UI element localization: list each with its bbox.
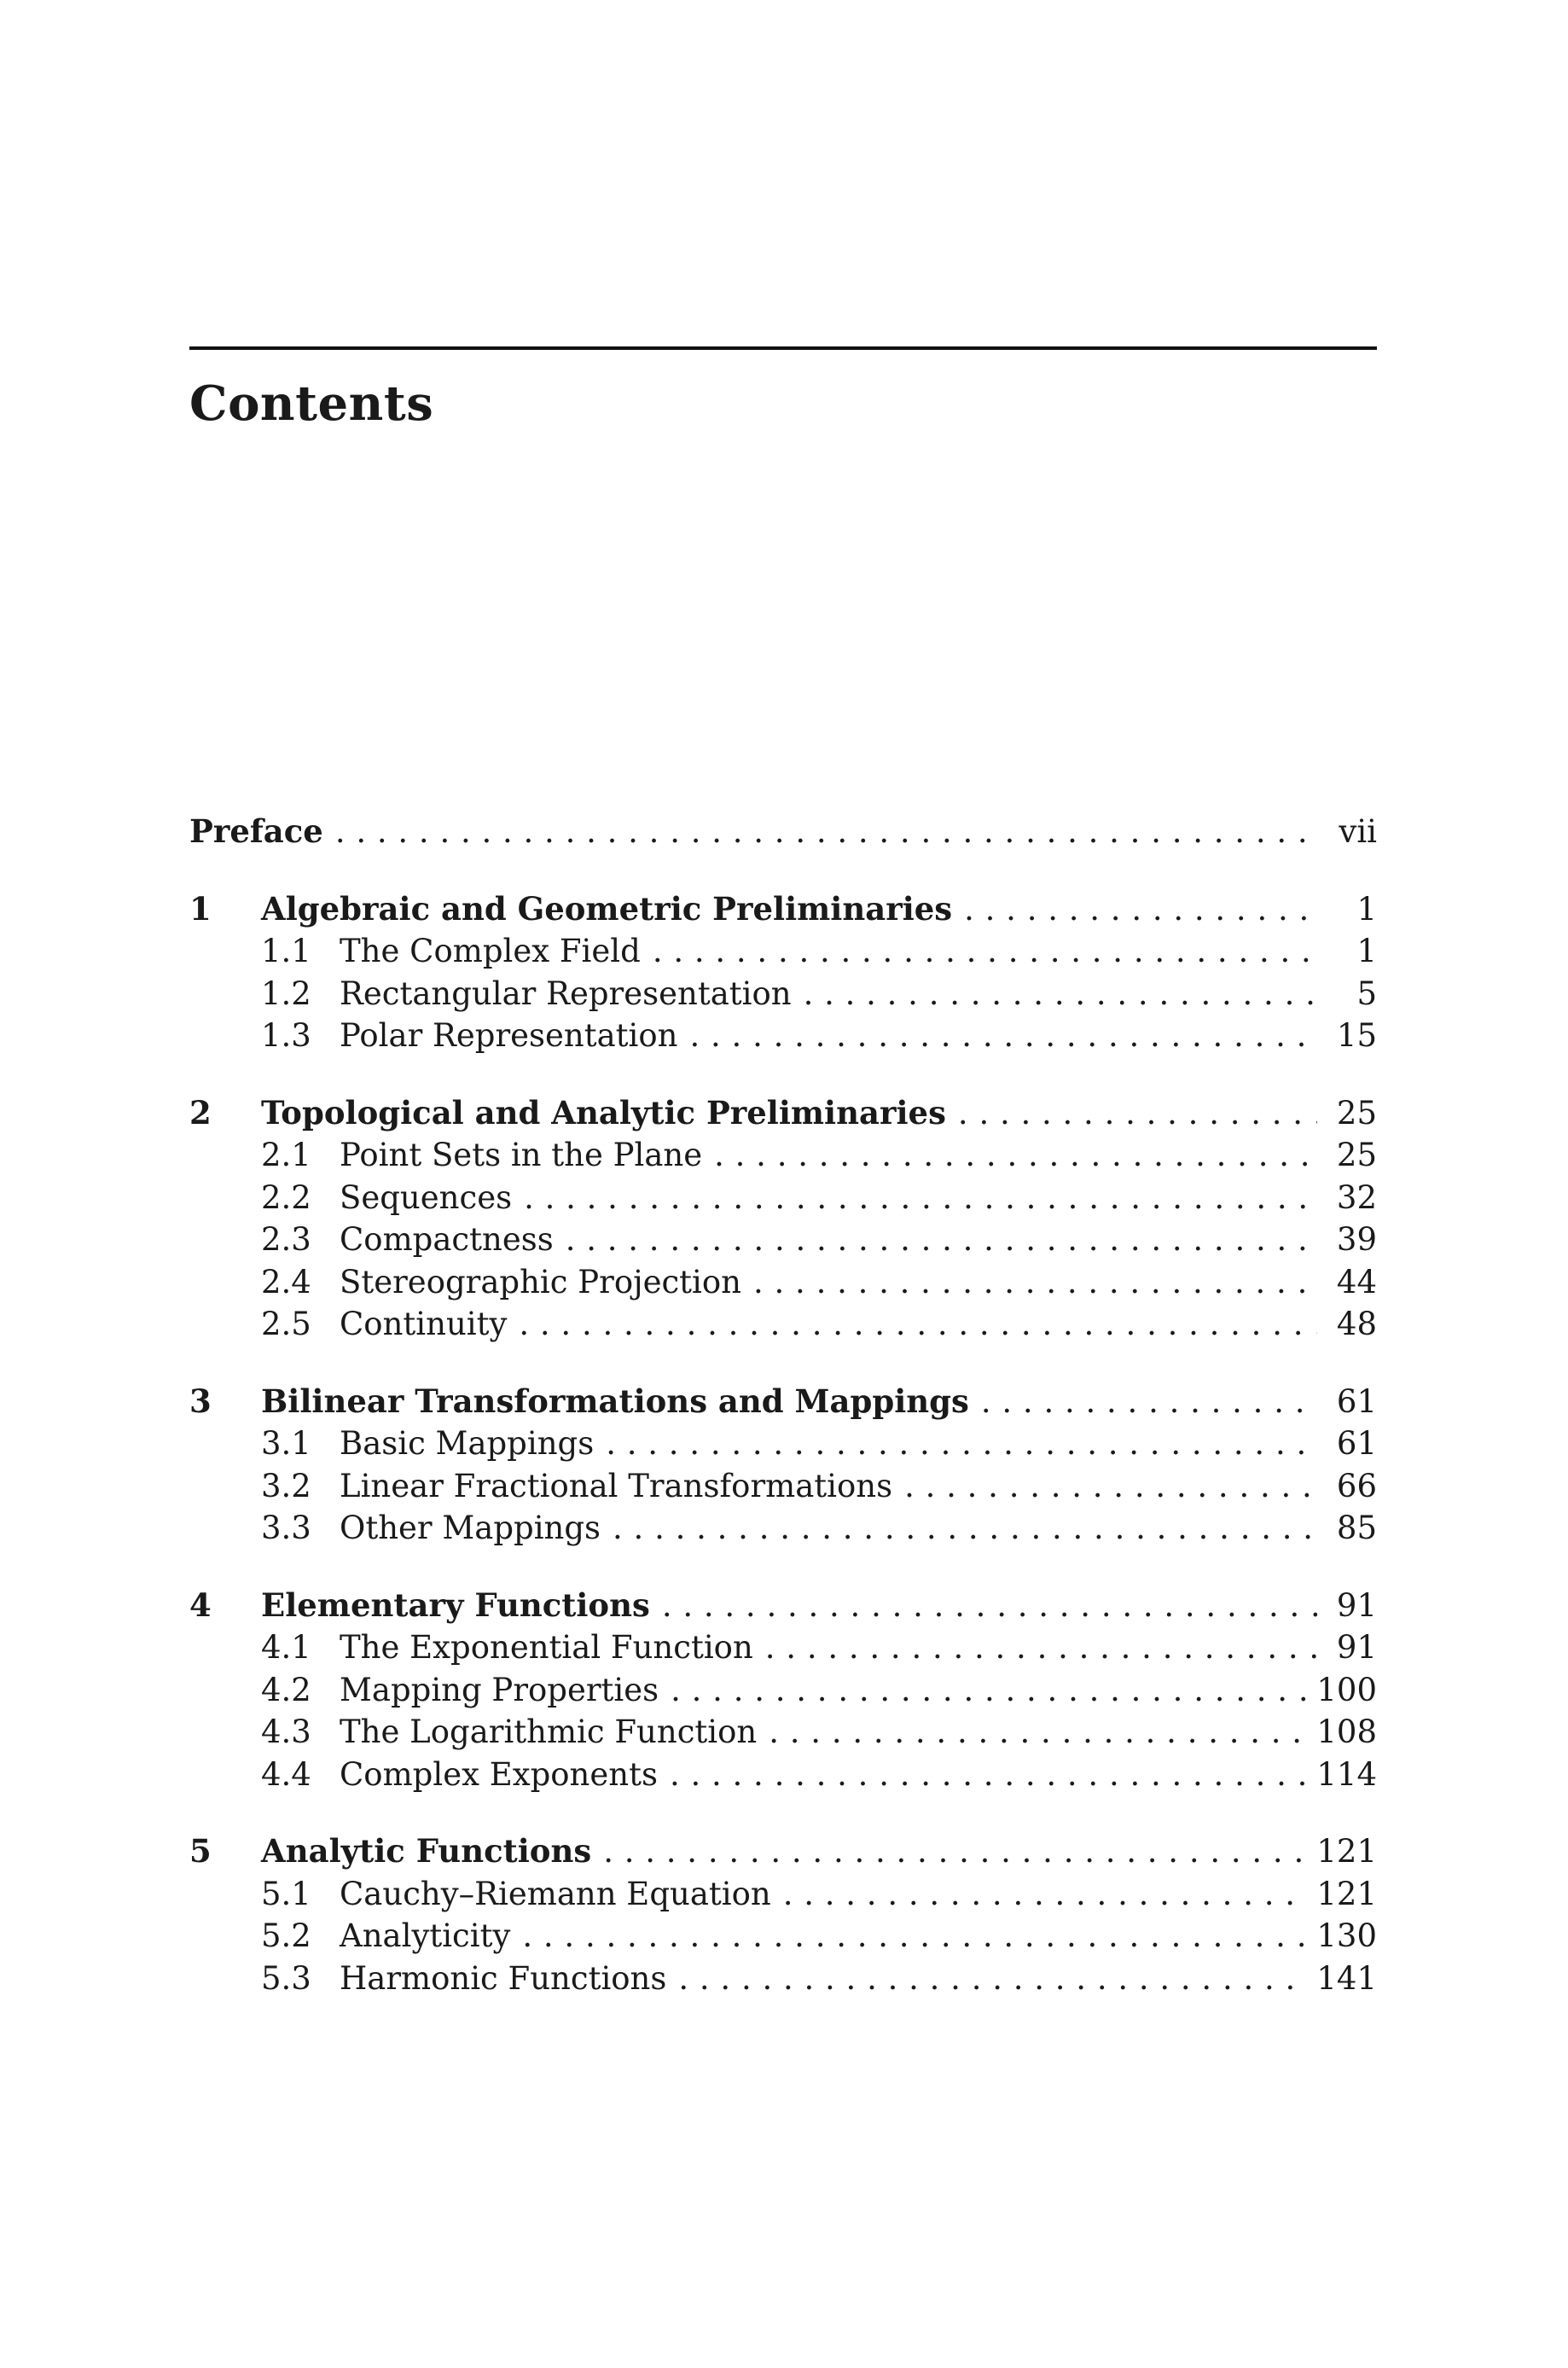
toc-chapter-row[interactable]: [189, 888, 1377, 931]
dot-leader: [769, 1711, 1308, 1754]
toc-section-row[interactable]: [189, 1626, 1377, 1669]
section-title: Sequences: [340, 1178, 513, 1216]
section-number: 2.3: [261, 1221, 311, 1258]
chapter-gap: [189, 1057, 1377, 1092]
chapter-number: 5: [189, 1832, 212, 1870]
dot-leader: [613, 1507, 1317, 1550]
dot-leader: [566, 1219, 1317, 1261]
section-title: Stereographic Projection: [340, 1263, 741, 1300]
toc-section-row[interactable]: [189, 1915, 1377, 1958]
dot-leader: [678, 1958, 1308, 2000]
section-title: Mapping Properties: [340, 1671, 659, 1708]
section-number: 2.1: [261, 1137, 311, 1173]
section-page: 1: [1356, 933, 1377, 969]
toc-section-row[interactable]: [189, 1015, 1377, 1057]
chapter-page: 61: [1336, 1382, 1377, 1420]
section-title: The Logarithmic Function: [340, 1713, 758, 1750]
toc-section-row[interactable]: [189, 1423, 1377, 1465]
dot-leader: [522, 1915, 1308, 1958]
section-number: 3.2: [261, 1467, 311, 1504]
section-number: 2.4: [261, 1263, 311, 1300]
section-page: 141: [1316, 1959, 1377, 1997]
section-title: Compactness: [340, 1221, 554, 1258]
section-title: Basic Mappings: [340, 1425, 595, 1462]
section-page: 121: [1316, 1875, 1377, 1912]
section-title: Other Mappings: [340, 1510, 601, 1546]
toc-section-row[interactable]: [189, 1261, 1377, 1304]
chapter-page: 1: [1356, 890, 1377, 928]
section-page: 85: [1336, 1510, 1377, 1546]
toc-section-row[interactable]: [189, 1303, 1377, 1346]
section-number: 4.3: [261, 1713, 311, 1750]
toc-section-row[interactable]: [189, 973, 1377, 1015]
toc-chapter-row[interactable]: [189, 1092, 1377, 1135]
chapter-list: [189, 853, 1377, 2000]
section-page: 114: [1316, 1755, 1377, 1793]
toc-preface-title: Preface: [189, 812, 323, 850]
chapter-page: 91: [1336, 1586, 1377, 1624]
section-title: Harmonic Functions: [340, 1959, 667, 1997]
section-page: 15: [1336, 1017, 1377, 1054]
dot-leader: [606, 1423, 1317, 1465]
dot-leader: [603, 1830, 1308, 1873]
chapter-title: Topological and Analytic Preliminaries: [261, 1093, 946, 1132]
section-page: 108: [1316, 1713, 1377, 1750]
chapter-gap: [189, 1550, 1377, 1585]
section-number: 2.5: [261, 1306, 311, 1342]
section-title: Point Sets in the Plane: [340, 1137, 703, 1173]
section-number: 4.1: [261, 1629, 311, 1666]
toc-chapter-row[interactable]: [189, 1830, 1377, 1873]
chapter-title: Bilinear Transformations and Mappings: [261, 1382, 969, 1420]
dot-leader: [662, 1585, 1317, 1627]
section-title: Polar Representation: [340, 1017, 678, 1054]
dot-leader: [524, 1177, 1317, 1219]
section-number: 5.3: [261, 1959, 311, 1997]
section-number: 5.2: [261, 1917, 311, 1954]
section-page: 5: [1356, 975, 1377, 1012]
section-page: 32: [1336, 1178, 1377, 1216]
section-title: Linear Fractional Transformations: [340, 1467, 893, 1504]
section-page: 100: [1316, 1671, 1377, 1708]
top-rule: [189, 346, 1377, 350]
dot-leader: [783, 1873, 1309, 1916]
chapter-title: Elementary Functions: [261, 1585, 650, 1624]
dot-leader: [981, 1381, 1317, 1423]
dot-leader: [670, 1754, 1308, 1796]
dot-leader: [804, 973, 1317, 1015]
dot-leader: [714, 1134, 1317, 1177]
dot-leader: [519, 1303, 1317, 1346]
section-title: Complex Exponents: [340, 1755, 658, 1793]
section-number: 2.2: [261, 1178, 311, 1216]
toc-section-row[interactable]: [189, 1873, 1377, 1916]
section-number: 1.1: [261, 933, 311, 969]
dot-leader: [653, 930, 1317, 973]
section-number: 5.1: [261, 1875, 311, 1912]
section-page: 48: [1336, 1306, 1377, 1342]
section-page: 61: [1336, 1425, 1377, 1462]
section-title: Cauchy–Riemann Equation: [340, 1875, 771, 1912]
section-title: Rectangular Representation: [340, 975, 792, 1012]
chapter-number: 3: [189, 1382, 212, 1420]
chapter-gap: [189, 1346, 1377, 1381]
dot-leader: [964, 888, 1317, 931]
dot-leader: [958, 1092, 1317, 1135]
section-title: Analyticity: [340, 1917, 511, 1954]
section-number: 1.3: [261, 1017, 311, 1054]
dot-leader: [690, 1015, 1318, 1057]
chapter-page: 121: [1316, 1833, 1377, 1870]
chapter-title: Algebraic and Geometric Preliminaries: [261, 889, 953, 928]
section-title: Continuity: [340, 1306, 508, 1342]
toc-section-row[interactable]: [189, 1669, 1377, 1712]
toc-preface-row[interactable]: [189, 811, 1377, 853]
section-page: 130: [1316, 1917, 1377, 1954]
chapter-page: 25: [1336, 1094, 1377, 1132]
section-title: The Exponential Function: [340, 1629, 753, 1666]
section-page: 39: [1336, 1221, 1377, 1258]
section-number: 3.3: [261, 1510, 311, 1546]
chapter-number: 1: [189, 889, 212, 928]
dot-leader: [753, 1261, 1317, 1304]
chapter-gap: [189, 1795, 1377, 1830]
toc-section-row[interactable]: [189, 1465, 1377, 1508]
chapter-number: 4: [189, 1585, 212, 1624]
toc-section-row[interactable]: [189, 1134, 1377, 1177]
dot-leader: [765, 1626, 1317, 1669]
toc-section-row[interactable]: [189, 1507, 1377, 1550]
section-number: 4.4: [261, 1755, 311, 1793]
chapter-gap: [189, 853, 1377, 888]
toc-chapter-row[interactable]: [189, 1381, 1377, 1423]
section-page: 91: [1336, 1629, 1377, 1666]
section-title: The Complex Field: [340, 933, 641, 969]
section-page: 25: [1336, 1137, 1377, 1173]
chapter-number: 2: [189, 1093, 212, 1132]
toc-section-row[interactable]: [189, 1219, 1377, 1261]
dot-leader: [671, 1669, 1308, 1712]
toc-section-row[interactable]: [189, 930, 1377, 973]
section-page: 44: [1336, 1263, 1377, 1300]
section-number: 4.2: [261, 1671, 311, 1708]
section-page: 66: [1336, 1467, 1377, 1504]
dot-leader: [335, 811, 1317, 853]
toc-section-row[interactable]: [189, 1177, 1377, 1219]
section-number: 1.2: [261, 975, 311, 1012]
toc-section-row[interactable]: [189, 1958, 1377, 2000]
table-of-contents: [189, 811, 1377, 1999]
toc-preface-page: vii: [1339, 813, 1377, 850]
toc-section-row[interactable]: [189, 1711, 1377, 1754]
toc-chapter-row[interactable]: [189, 1585, 1377, 1627]
toc-section-row[interactable]: [189, 1754, 1377, 1796]
section-number: 3.1: [261, 1425, 311, 1462]
chapter-title: Analytic Functions: [261, 1832, 592, 1870]
dot-leader: [904, 1465, 1317, 1508]
page-title: Contents: [189, 375, 434, 432]
